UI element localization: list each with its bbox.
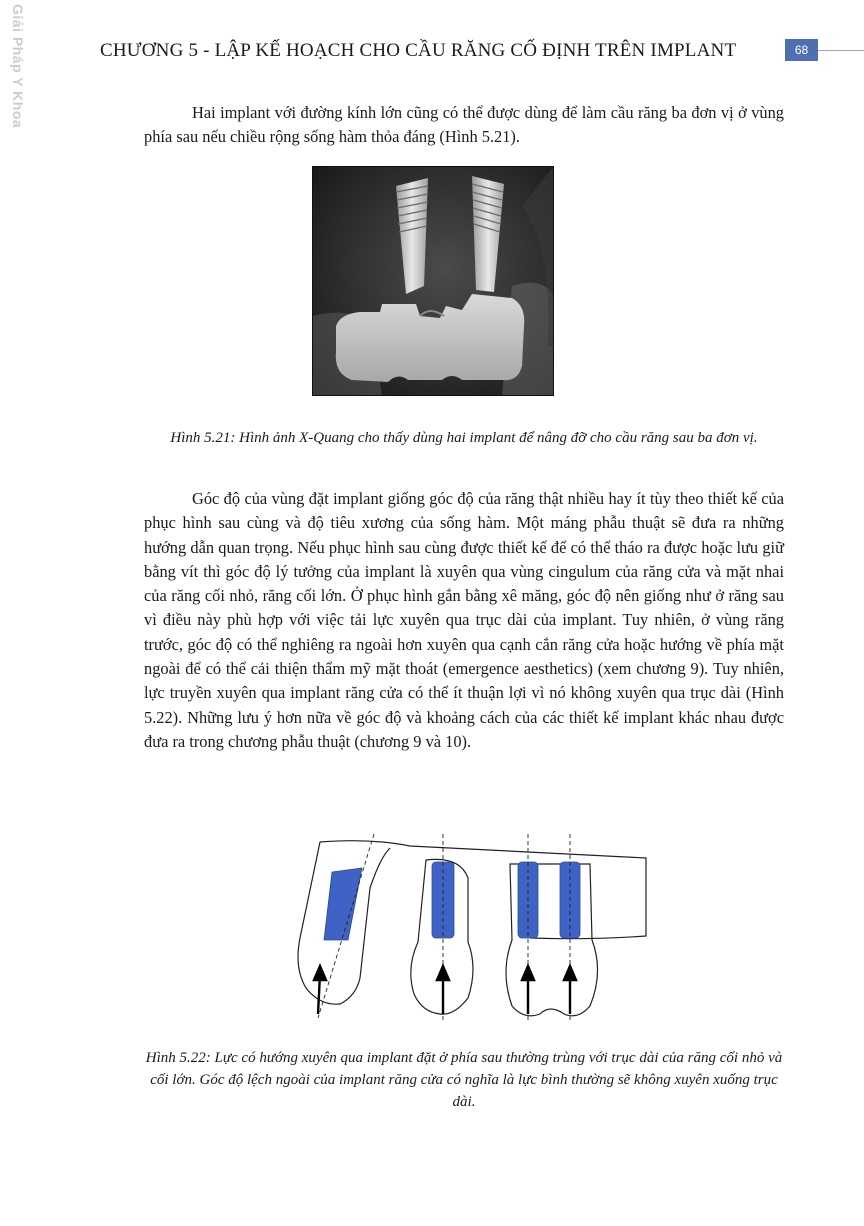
side-watermark: Giải Pháp Y Khoa <box>10 4 26 129</box>
paragraph-intro: Hai implant với đường kính lớn cũng có thể được dùng để làm cầu răng ba đơn vị ở vùng phía sau nếu chiều rộng sống hàm thỏa đáng (Hình 5.21). <box>144 103 784 147</box>
header-rule <box>818 50 864 51</box>
xray-image-fig-5-21 <box>312 166 554 396</box>
caption-fig-5-22: Hình 5.22: Lực có hướng xuyên qua implant đặt ở phía sau thường trùng với trục dài của răng cối nhỏ và cối lớn. Góc độ lệch ngoài của implant răng cửa có nghĩa là lực bình thường sẽ không xuyên xuống trục dài. <box>145 1050 783 1110</box>
paragraph-angulation: Góc độ của vùng đặt implant giống góc độ của răng thật nhiều hay ít tùy theo thiết kế của phục hình sau cùng và độ tiêu xương của sống hàm. Một máng phẫu thuật sẽ đưa ra những hướng dẫn quan trọng. Nếu phục hình sau cùng được thiết kế để có thể tháo ra được hoặc lưu giữ bằng vít thì góc độ lý tưởng của implant là xuyên qua vùng cingulum của răng cửa và mặt nhai của răng cối nhỏ, răng cối lớn. Ở phục hình gắn bằng xê măng, góc độ nên giống như ở răng sau vì điều này phù hợp với việc tải lực xuyên qua trục dài của implant. Tuy nhiên, ở vùng răng trước, góc độ có thể nghiêng ra ngoài hơn xuyên qua cạnh cắn răng cửa hoặc hướng về phía mặt ngoài để có thể cải thiện thẩm mỹ mặt thoát (emergence aesthetics) (xem chương 9). Tuy nhiên, lực truyền xuyên qua implant răng cửa có thể ít thuận lợi vì nó không xuyên qua trục dài (Hình 5.22). Những lưu ý hơn nữa về góc độ và khoảng cách của các thiết kế implant khác nhau được đưa ra trong chương phẫu thuật (chương 9 và 10). <box>144 489 784 751</box>
diagram-fig-5-22 <box>290 828 650 1024</box>
page-number: 68 <box>785 39 818 61</box>
chapter-title: CHƯƠNG 5 - LẬP KẾ HOẠCH CHO CẦU RĂNG CỐ ĐỊNH TRÊN IMPLANT <box>100 40 737 61</box>
page-header <box>0 36 864 64</box>
caption-fig-5-21: Hình 5.21: Hình ảnh X-Quang cho thấy dùng hai implant để nâng đỡ cho cầu răng sau ba đơn vị. <box>170 430 758 446</box>
